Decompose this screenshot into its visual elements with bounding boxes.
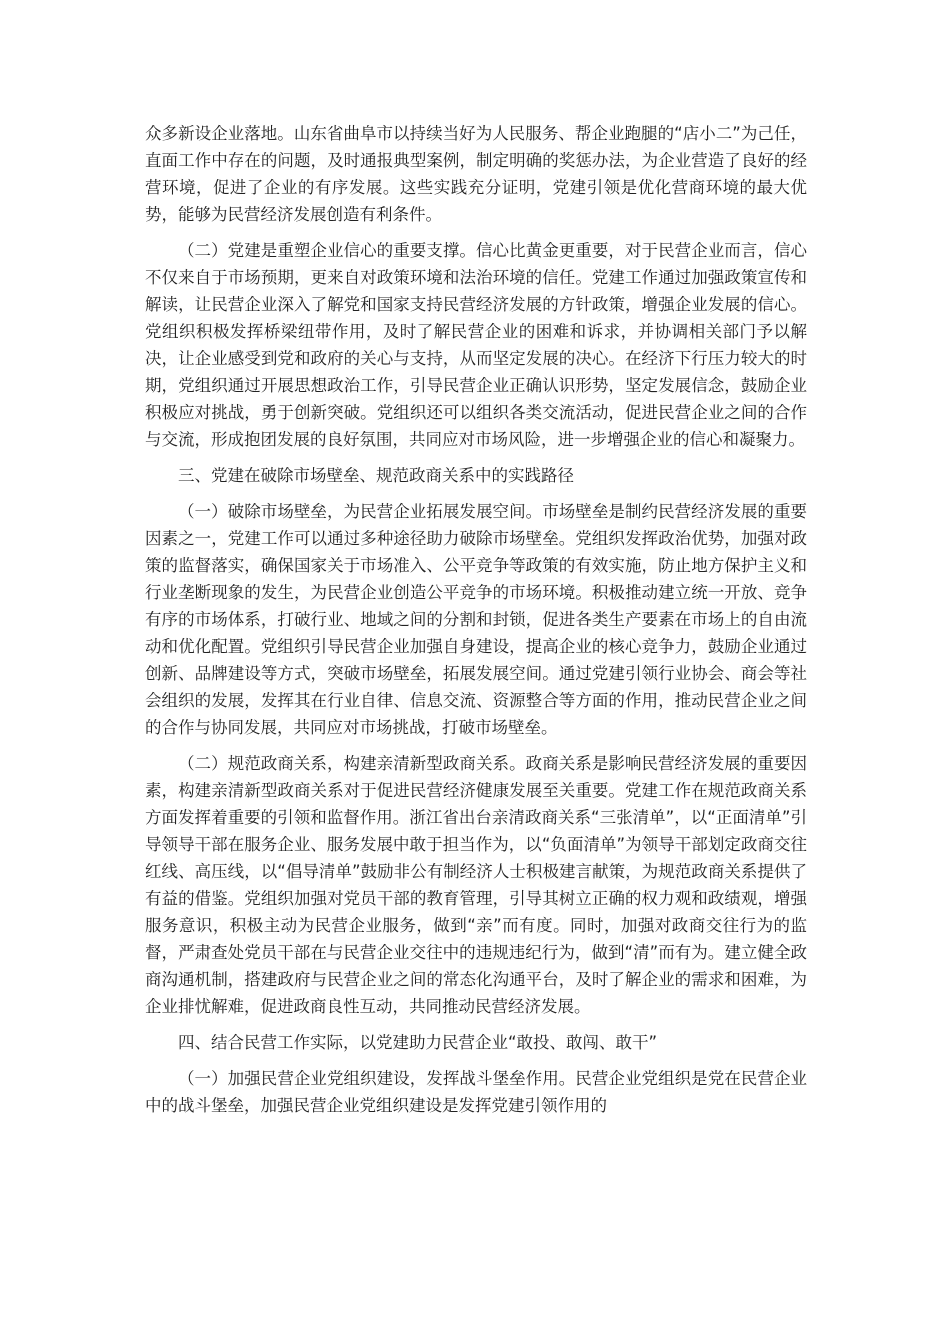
paragraph-party-organization-building: （一）加强民营企业党组织建设，发挥战斗堡垒作用。民营企业党组织是党在民营企业中的战斗堡垒，加强民营企业党组织建设是发挥党建引领作用的 (145, 1069, 807, 1115)
paragraph-government-business-relations: （二）规范政商关系，构建亲清新型政商关系。政商关系是影响民营经济发展的重要因素，构建亲清新型政商关系对于促进民营经济健康发展至关重要。党建工作在规范政商关系方面发挥着重要的引领和监督作用。浙江省出台亲清政商关系“三张清单”，以“正面清单”引导领导干部在服务企业、服务发展中敢于担当作为，以“负面清单”为领导干部划定政商交往红线、高压线，以“倡导清单”鼓励非公有制经济人士积极建言献策，为规范政商关系提供了有益的借鉴。党组织加强对党员干部的教育管理，引导其树立正确的权力观和政绩观，增强服务意识，积极主动为民营企业服务，做到“亲”而有度。同时，加强对政商交往行为的监督，严肃查处党员干部在与民营企业交往中的违规违纪行为，做到“清”而有为。建立健全政商沟通机制，搭建政府与民营企业之间的常态化沟通平台，及时了解企业的需求和困难，为企业排忧解难，促进政商良性互动，共同推动民营经济发展。 (145, 754, 807, 1016)
section-heading-four: 四、结合民营工作实际，以党建助力民营企业“敢投、敢闯、敢干” (178, 1033, 658, 1052)
paragraph-market-barriers: （一）破除市场壁垒，为民营企业拓展发展空间。市场壁垒是制约民营经济发展的重要因素之一，党建工作可以通过多种途径助力破除市场壁垒。党组织发挥政治优势，加强对政策的监督落实，确保国家关于市场准入、公平竞争等政策的有效实施，防止地方保护主义和行业垄断现象的发生，为民营企业创造公平竞争的市场环境。积极推动建立统一开放、竞争有序的市场体系，打破行业、地域之间的分割和封锁，促进各类生产要素在市场上的自由流动和优化配置。党组织引导民营企业加强自身建设，提高企业的核心竞争力，鼓励企业通过创新、品牌建设等方式，突破市场壁垒，拓展发展空间。通过党建引领行业协会、商会等社会组织的发展，发挥其在行业自律、信息交流、资源整合等方面的作用，推动民营企业之间的合作与协同发展，共同应对市场挑战，打破市场壁垒。 (145, 502, 807, 737)
paragraph-confidence-support: （二）党建是重塑企业信心的重要支撑。信心比黄金更重要，对于民营企业而言，信心不仅来自于市场预期，更来自对政策环境和法治环境的信任。党建工作通过加强政策宣传和解读，让民营企业深入了解党和国家支持民营经济发展的方针政策，增强企业发展的信心。党组织积极发挥桥梁纽带作用，及时了解民营企业的困难和诉求，并协调相关部门予以解决，让企业感受到党和政府的关心与支持，从而坚定发展的决心。在经济下行压力较大的时期，党组织通过开展思想政治工作，引导民营企业正确认识形势，坚定发展信念，鼓励企业积极应对挑战，勇于创新突破。党组织还可以组织各类交流活动，促进民营企业之间的合作与交流，形成抱团发展的良好氛围，共同应对市场风险，进一步增强企业的信心和凝聚力。 (145, 241, 807, 449)
paragraph-continuation: 众多新设企业落地。山东省曲阜市以持续当好为人民服务、帮企业跑腿的“店小二”为己任，直面工作中存在的问题，及时通报典型案例，制定明确的奖惩办法，为企业营造了良好的经营环境，促进了企业的有序发展。这些实践充分证明，党建引领是优化营商环境的最大优势，能够为民营经济发展创造有利条件。 (145, 124, 807, 224)
section-heading-three: 三、党建在破除市场壁垒、规范政商关系中的实践路径 (178, 466, 574, 485)
document-page (145, 120, 807, 1128)
